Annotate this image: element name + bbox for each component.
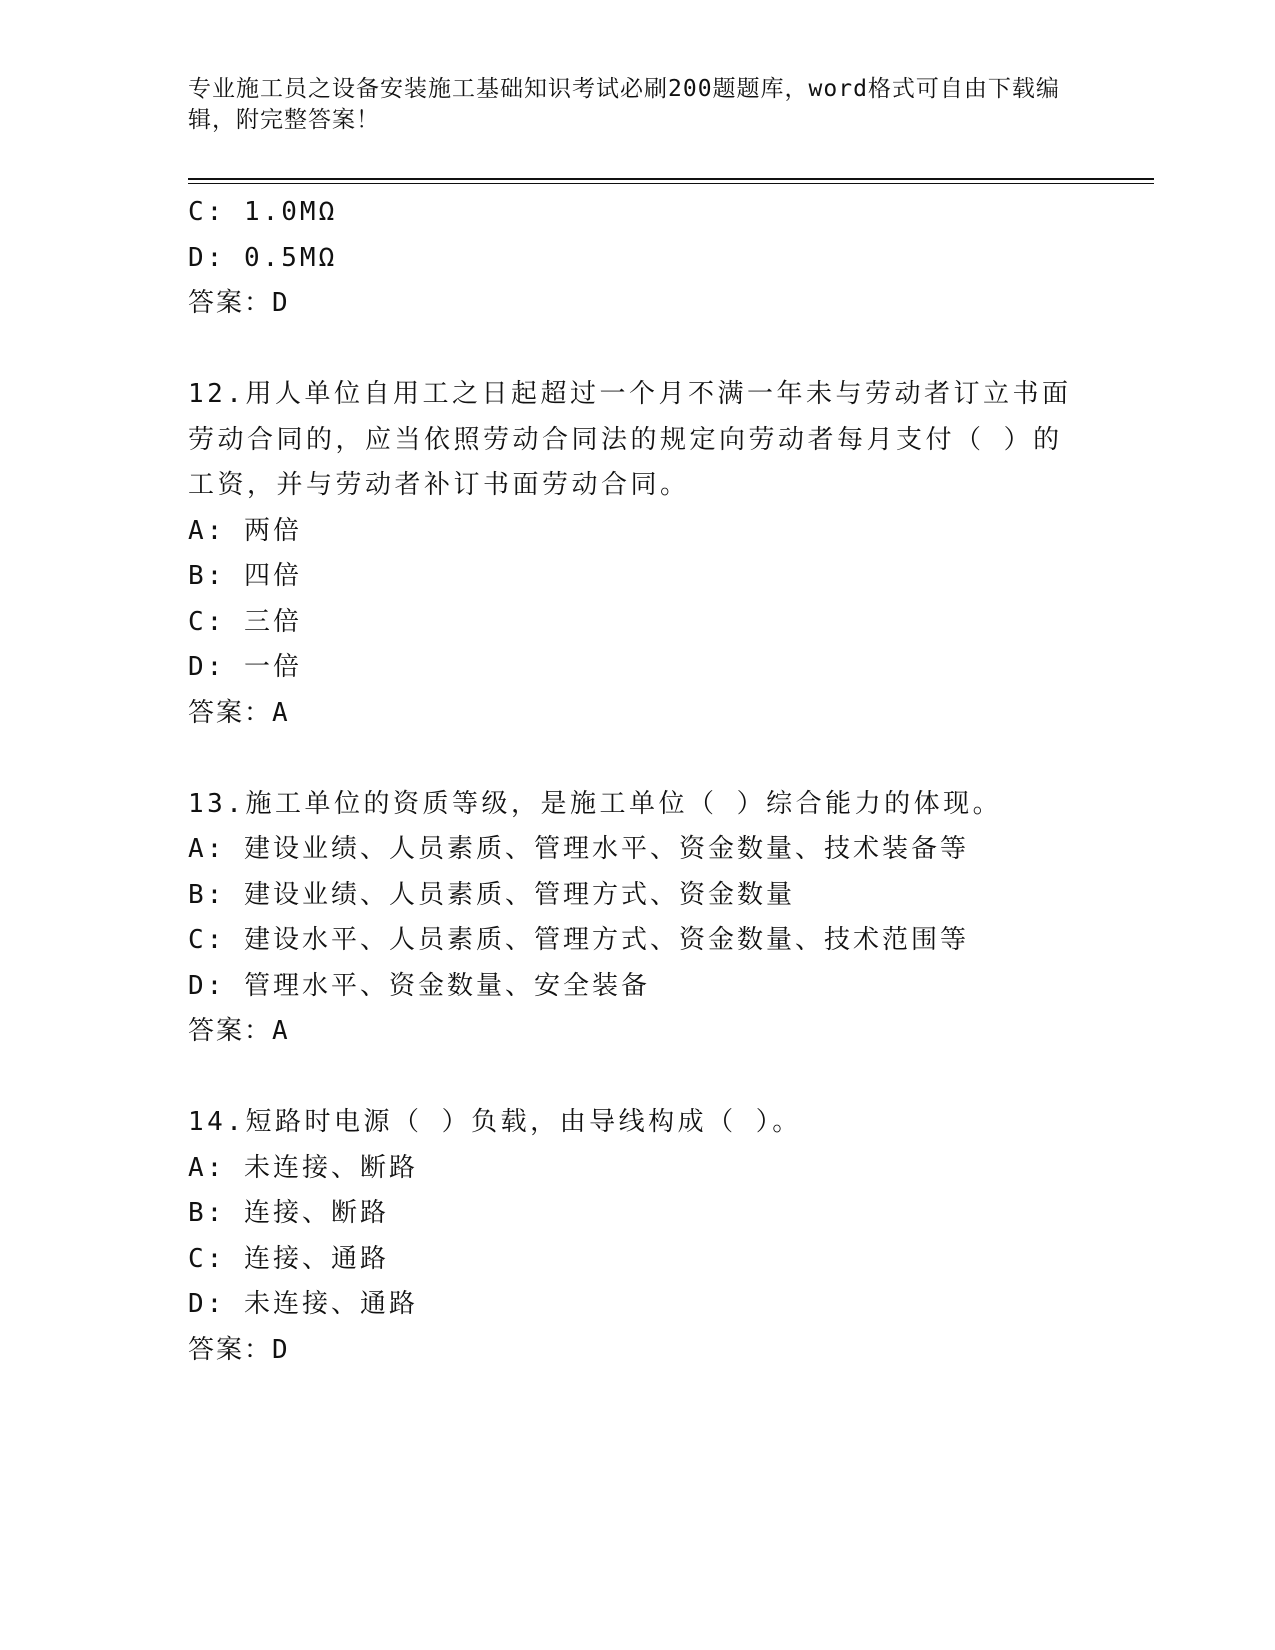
option-c: C: 建设水平、人员素质、管理方式、资金数量、技术范围等 [188,925,969,955]
option-c: C: 连接、通路 [188,1243,389,1274]
header-rule-thin [188,183,1154,184]
question-14 [188,1100,1088,1373]
option-b: B: 四倍 [188,561,302,591]
answer-line: 答案：D [188,288,290,318]
option-a: A: 未连接、断路 [188,1152,418,1183]
option-d: D: 0.5MΩ [188,242,338,273]
question-12 [188,372,1088,736]
option-a: A: 两倍 [188,515,302,546]
option-c: C: 三倍 [188,606,302,637]
question-continuation [188,190,1088,327]
question-13 [188,782,1088,1055]
option-c: C: 1.0MΩ [188,197,338,227]
document-header: 专业施工员之设备安装施工基础知识考试必刷200题题库，word格式可自由下载编辑，附完整答案！ [188,76,1060,133]
answer-line: 答案：D [188,1334,290,1365]
header-rule-thick [188,178,1154,180]
answer-line: 答案：A [188,1016,290,1046]
question-text: 14.短路时电源（ ）负载，由导线构成（ ）。 [188,1107,802,1137]
option-d: D: 一倍 [188,652,302,682]
question-text: 13.施工单位的资质等级，是施工单位（ ）综合能力的体现。 [188,788,1003,819]
answer-line: 答案：A [188,697,290,728]
document-content [188,190,1088,1373]
option-a: A: 建设业绩、人员素质、管理水平、资金数量、技术装备等 [188,834,969,864]
option-d: D: 管理水平、资金数量、安全装备 [188,970,650,1001]
option-b: B: 连接、断路 [188,1198,389,1228]
question-text: 12.用人单位自用工之日起超过一个月不满一年未与劳动者订立书面劳动合同的，应当依照劳动合同法的规定向劳动者每月支付（ ）的工资，并与劳动者补订书面劳动合同。 [188,379,1072,500]
option-d: D: 未连接、通路 [188,1289,418,1319]
option-b: B: 建设业绩、人员素质、管理方式、资金数量 [188,879,795,910]
